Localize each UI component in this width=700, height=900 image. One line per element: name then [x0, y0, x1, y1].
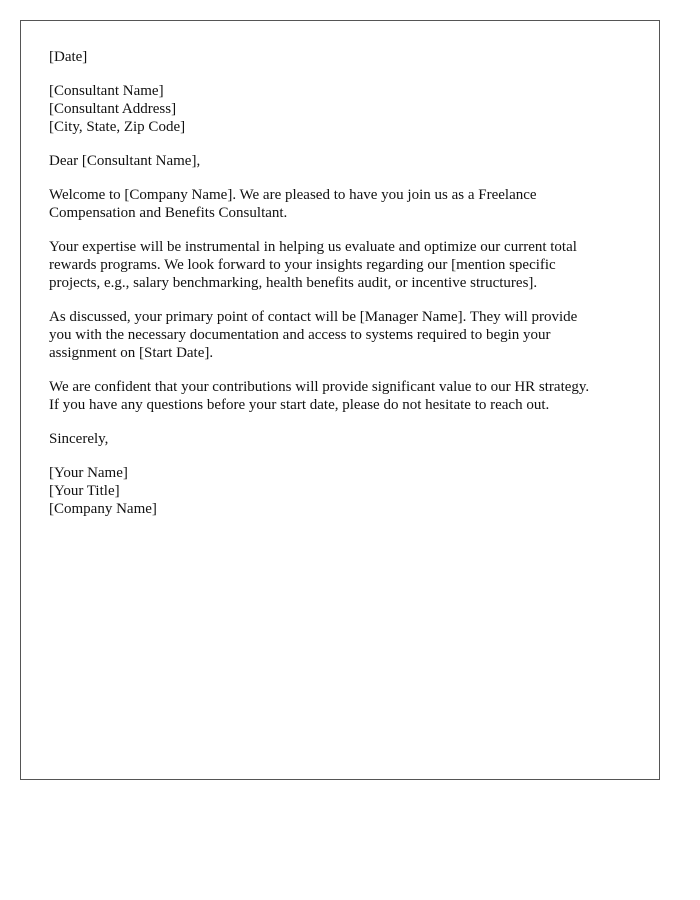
paragraph-line: Your expertise will be instrumental in helping us evaluate and optimize our current total: [49, 239, 577, 255]
recipient-address-block: [49, 82, 639, 136]
paragraph-line: As discussed, your primary point of contact will be [Manager Name]. They will provide: [49, 309, 578, 325]
date-text: [Date]: [49, 49, 88, 65]
signature-block: [49, 464, 639, 518]
letter-body: [49, 48, 639, 534]
paragraph-line: you with the necessary documentation and access to systems required to begin your: [49, 327, 551, 343]
paragraph-welcome: [49, 186, 639, 222]
signature-name: [Your Name]: [49, 465, 128, 481]
recipient-name: [Consultant Name]: [49, 83, 164, 99]
paragraph-line: Compensation and Benefits Consultant.: [49, 205, 288, 221]
closing: [49, 430, 639, 448]
paragraph-contact: [49, 308, 639, 362]
recipient-city-state-zip: [City, State, Zip Code]: [49, 119, 186, 135]
closing-text: Sincerely,: [49, 431, 109, 447]
date-line: [49, 48, 639, 66]
letter-page: [20, 20, 660, 780]
paragraph-line: We are confident that your contributions will provide significant value to our HR strategy.: [49, 379, 590, 395]
salutation: [49, 152, 639, 170]
signature-company: [Company Name]: [49, 501, 157, 517]
paragraph-line: projects, e.g., salary benchmarking, health benefits audit, or incentive structures].: [49, 275, 538, 291]
recipient-address: [Consultant Address]: [49, 101, 177, 117]
paragraph-line: Welcome to [Company Name]. We are pleased to have you join us as a Freelance: [49, 187, 537, 203]
paragraph-line: rewards programs. We look forward to your insights regarding our [mention specific: [49, 257, 556, 273]
salutation-text: Dear [Consultant Name],: [49, 153, 201, 169]
paragraph-line: assignment on [Start Date].: [49, 345, 214, 361]
signature-title: [Your Title]: [49, 483, 120, 499]
paragraph-expertise: [49, 238, 639, 292]
paragraph-line: If you have any questions before your start date, please do not hesitate to reach out.: [49, 397, 550, 413]
paragraph-confidence: [49, 378, 639, 414]
